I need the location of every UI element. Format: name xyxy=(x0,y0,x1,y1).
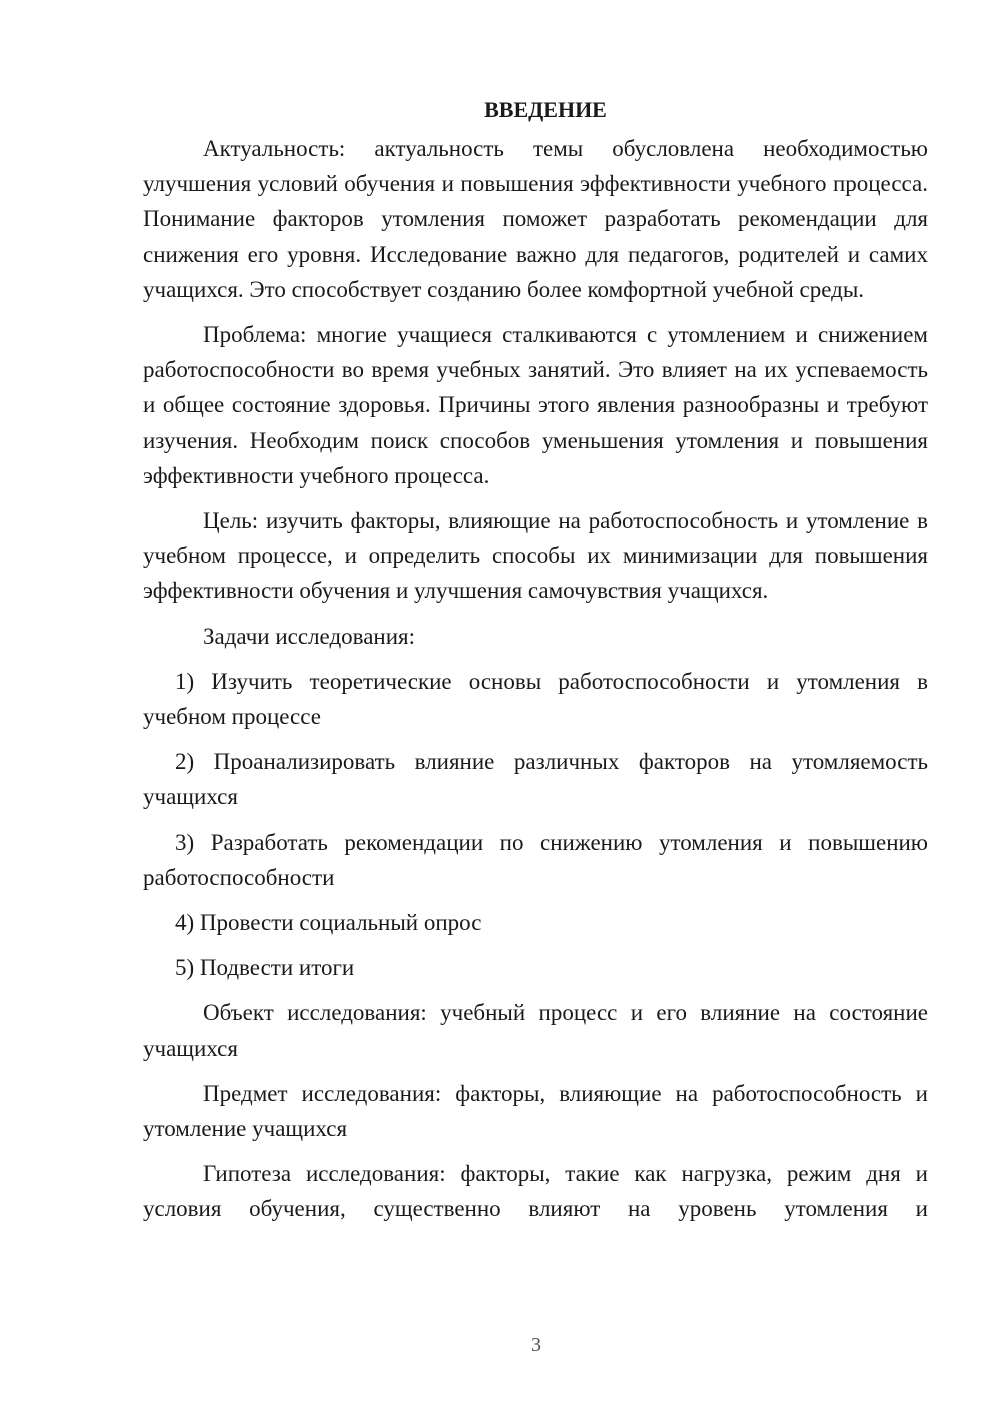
task-item: 5) Подвести итоги xyxy=(175,955,355,981)
problem-paragraph: Проблема: многие учащиеся сталкиваются с утомлением и снижением работоспособности во время учебных занятий. Это влияет на их успеваемость и общее состояние здоровья. Причины этого явления разнообразны и требуют изучения. Необходим поиск способов уменьшения утомления и повышения эффективности учебного процесса. xyxy=(143,322,928,488)
page-number: 3 xyxy=(531,1334,541,1356)
tasks-heading: Задачи исследования: xyxy=(203,623,416,649)
hypothesis-paragraph: Гипотеза исследования: факторы, такие как нагрузка, режим дня и условия обучения, существенно влияют на уровень утомления и xyxy=(143,1161,928,1222)
goal-paragraph: Цель: изучить факторы, влияющие на работоспособность и утомление в учебном процессе, и определить способы их минимизации для повышения эффективности обучения и улучшения самочувствия учащихся. xyxy=(143,508,928,604)
page-content xyxy=(143,92,928,1237)
task-item: 4) Провести социальный опрос xyxy=(175,910,482,936)
task-item: 1) Изучить теоретические основы работоспособности и утомления в учебном процессе xyxy=(143,668,928,730)
relevance-paragraph: Актуальность: актуальность темы обусловлена необходимостью улучшения условий обучения и повышения эффективности учебного процесса. Понимание факторов утомления поможет разработать рекомендации для снижения его уровня. Исследование важно для педагогов, родителей и самих учащихся. Это способствует созданию более комфортной учебной среды. xyxy=(143,136,928,302)
task-item: 3) Разработать рекомендации по снижению утомления и повышению работоспособности xyxy=(143,829,928,890)
object-paragraph: Объект исследования: учебный процесс и его влияние на состояние учащихся xyxy=(143,1000,928,1061)
task-item: 2) Проанализировать влияние различных факторов на утомляемость учащихся xyxy=(143,749,928,810)
page-title: ВВЕДЕНИЕ xyxy=(484,97,607,122)
subject-paragraph: Предмет исследования: факторы, влияющие на работоспособность и утомление учащихся xyxy=(143,1080,928,1142)
